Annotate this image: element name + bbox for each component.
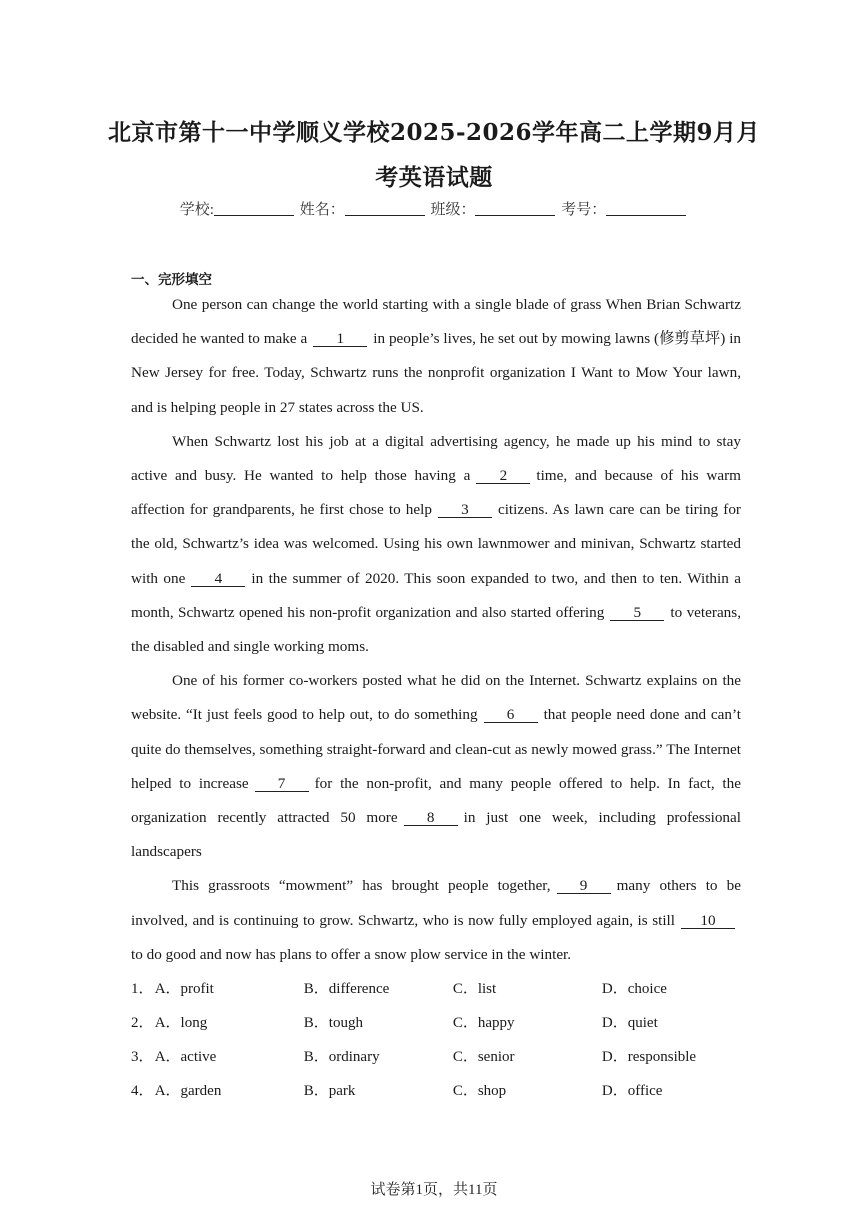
class-blank[interactable] bbox=[475, 201, 555, 216]
student-info-line bbox=[0, 198, 868, 219]
page-footer: 试卷第1页，共11页 bbox=[370, 1182, 498, 1198]
option-c[interactable]: C．list bbox=[452, 980, 497, 997]
passage-text: time, and because of his warm affection for grandparents, he first chose to help bbox=[131, 467, 741, 519]
passage-text: One of his former co-workers posted what he did on the Internet. Schwartz explains on the website. “It just feels good to help out, to do something bbox=[131, 672, 741, 724]
blank-5: 5 bbox=[610, 605, 664, 621]
cloze-passage bbox=[131, 288, 741, 972]
option-c[interactable]: C．senior bbox=[452, 1048, 515, 1065]
exam-title-line2: 考英语试题 bbox=[375, 164, 493, 191]
passage-text: to veterans, the disabled and single working moms. bbox=[131, 603, 741, 656]
paragraph-4 bbox=[131, 869, 741, 972]
question-number: 3． bbox=[131, 1048, 154, 1065]
exam-title-line1: 北京市第十一中学顺义学校2025-2026学年高二上学期9月月 bbox=[107, 119, 761, 146]
option-b[interactable]: B．park bbox=[303, 1082, 356, 1099]
option-d[interactable]: D．quiet bbox=[601, 1014, 658, 1031]
question-number: 2． bbox=[131, 1014, 154, 1031]
passage-text: in just one week, including professional landscapers bbox=[131, 809, 741, 861]
name-label: 姓名： bbox=[299, 202, 345, 218]
blank-1: 1 bbox=[313, 331, 367, 347]
blank-7: 7 bbox=[255, 776, 309, 792]
paragraph-2 bbox=[131, 425, 741, 664]
passage-text: in people’s lives, he set out by mowing lawns (修剪草坪) in New Jersey for free. Today, Schwartz runs the nonprofit organization I Want to Mow Your lawn, and is helping people in 27 states across the US. bbox=[131, 330, 742, 416]
question-number: 4． bbox=[131, 1082, 154, 1099]
passage-text: to do good and now has plans to offer a snow plow service in the winter. bbox=[131, 945, 572, 963]
passage-text: When Schwartz lost his job at a digital advertising agency, he made up his mind to stay active and busy. He wanted to help those having a bbox=[131, 432, 741, 485]
passage-text: citizens. As lawn care can be tiring for the old, Schwartz’s idea was welcomed. Using his own lawnmower and minivan, Schwartz started with one bbox=[131, 501, 741, 587]
class-label: 班级： bbox=[430, 202, 476, 218]
question-row-3 bbox=[131, 1038, 751, 1072]
option-d[interactable]: D．choice bbox=[601, 980, 667, 997]
passage-text: many others to be involved, and is continuing to grow. Schwartz, who is now fully employed again, is still bbox=[131, 877, 741, 929]
option-c[interactable]: C．happy bbox=[452, 1014, 515, 1031]
option-a[interactable]: A．long bbox=[154, 1014, 208, 1031]
blank-10: 10 bbox=[681, 913, 735, 929]
question-row-4 bbox=[131, 1072, 751, 1106]
question-row-2 bbox=[131, 1004, 751, 1038]
question-row-1 bbox=[131, 970, 751, 1004]
option-b[interactable]: B．ordinary bbox=[303, 1048, 380, 1065]
blank-8: 8 bbox=[404, 810, 458, 826]
paragraph-1 bbox=[131, 288, 741, 425]
section-heading: 一、完形填空 bbox=[131, 272, 212, 288]
passage-text: for the non-profit, and many people offered to help. In fact, the organization recently attracted 50 more bbox=[131, 774, 741, 827]
exam-number-label: 考号： bbox=[561, 202, 607, 218]
option-a[interactable]: A．active bbox=[154, 1048, 217, 1065]
option-a[interactable]: A．profit bbox=[154, 980, 214, 997]
passage-text: This grassroots “mowment” has brought people together, bbox=[172, 877, 551, 895]
option-d[interactable]: D．office bbox=[601, 1082, 663, 1099]
option-b[interactable]: B．tough bbox=[303, 1014, 363, 1031]
school-blank[interactable] bbox=[214, 201, 294, 216]
passage-text: in the summer of 2020. This soon expanded to two, and then to ten. Within a month, Schwartz opened his non-profit organization and also started offering bbox=[131, 569, 741, 621]
name-blank[interactable] bbox=[345, 201, 425, 216]
paragraph-3 bbox=[131, 664, 741, 869]
blank-3: 3 bbox=[438, 502, 492, 518]
option-b[interactable]: B．difference bbox=[303, 980, 390, 997]
option-d[interactable]: D．responsible bbox=[601, 1048, 697, 1065]
passage-text: that people need done and can’t quite do themselves, something straight-forward and clean-cut as newly mowed grass.” The Internet helped to increase bbox=[131, 706, 741, 792]
exam-number-blank[interactable] bbox=[606, 201, 686, 216]
blank-9: 9 bbox=[557, 878, 611, 894]
passage-text: One person can change the world starting with a single blade of grass When Brian Schwartz decided he wanted to make a bbox=[131, 296, 741, 348]
question-options bbox=[131, 970, 751, 1106]
blank-6: 6 bbox=[484, 707, 538, 723]
school-label: 学校: bbox=[179, 202, 214, 218]
blank-4: 4 bbox=[191, 571, 245, 587]
blank-2: 2 bbox=[476, 468, 530, 484]
question-number: 1． bbox=[131, 980, 154, 997]
option-a[interactable]: A．garden bbox=[154, 1082, 222, 1099]
option-c[interactable]: C．shop bbox=[452, 1082, 507, 1099]
